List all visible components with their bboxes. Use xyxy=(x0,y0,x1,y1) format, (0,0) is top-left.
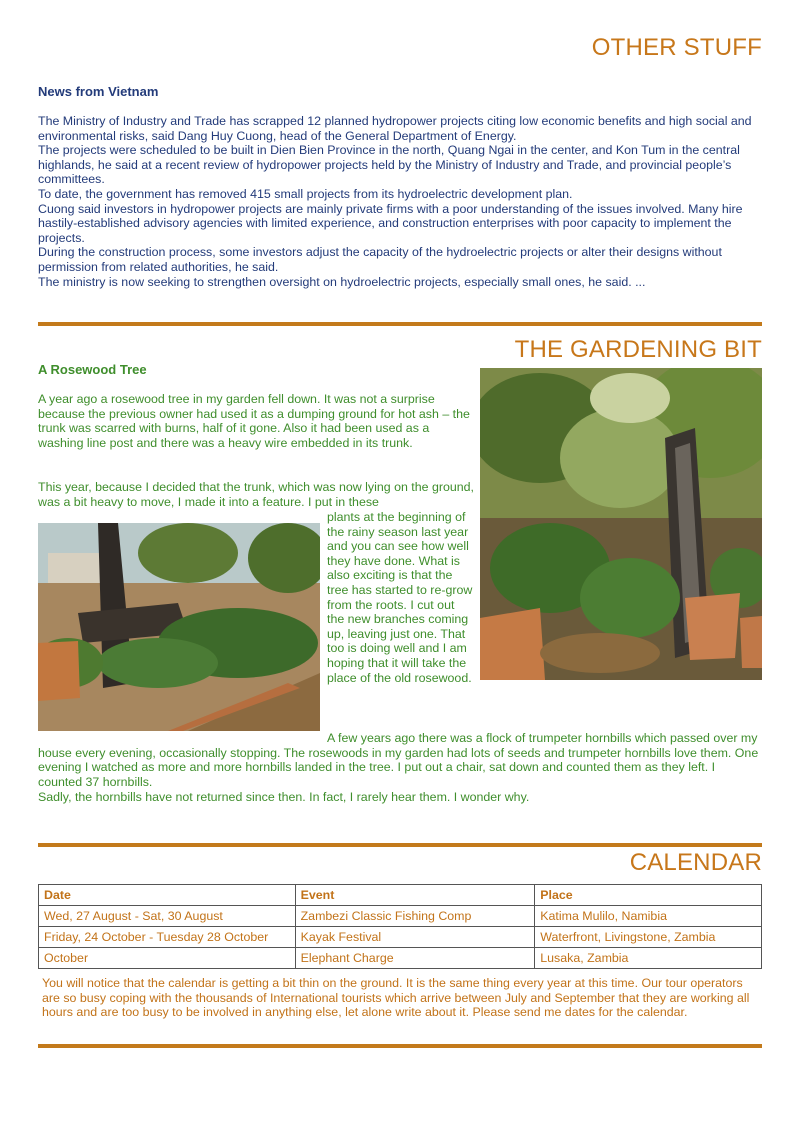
column-header-place: Place xyxy=(535,885,762,906)
event-name: Zambezi Classic Fishing Comp xyxy=(295,906,535,927)
news-body xyxy=(38,114,762,289)
calendar-table xyxy=(38,884,762,969)
section-divider xyxy=(38,843,762,847)
table-row xyxy=(39,927,762,948)
calendar-header-row xyxy=(39,885,762,906)
news-paragraph: During the construction process, some investors adjust the capacity of the hydroelectric projects or alter their designs without permission from related authorities, he said. xyxy=(38,245,722,274)
news-paragraph: The projects were scheduled to be built in Dien Bien Province in the north, Quang Ngai in the center, and Kon Tum in the central highlands, he said at a recent review of hydropower projects held by the Ministry of Industry and Trade, and provincial people’s committees. xyxy=(38,143,740,187)
table-row xyxy=(39,948,762,969)
gardening-paragraph: A year ago a rosewood tree in my garden fell down. It was not a surprise because the previous owner had used it as a dumping ground for hot ash – the trunk was scarred with burns, half of it gone. Also it had been used as a washing line post and there was a heavy wire embedded in its trunk. xyxy=(38,392,470,450)
gardening-heading: A Rosewood Tree xyxy=(38,362,147,377)
gardening-paragraph-wrap: plants at the beginning of the rainy season last year and you can see how well they have done. What is also exciting is that the tree has started to re-grow from the roots. I cut out the new branches coming up, leaving just one. That too is doing well and I am hoping that it will take the place of the old rosewood. xyxy=(327,510,473,685)
other-stuff-title: OTHER STUFF xyxy=(591,34,762,61)
event-place: Katima Mulilo, Namibia xyxy=(535,906,762,927)
news-paragraph: The ministry is now seeking to strengthen oversight on hydroelectric projects, especially small ones, he said. ... xyxy=(38,274,646,289)
column-header-date: Date xyxy=(39,885,296,906)
gardening-paragraph xyxy=(38,731,762,789)
fallen-trunk-photo xyxy=(38,523,320,731)
section-divider xyxy=(38,322,762,326)
rosewood-garden-photo xyxy=(480,368,762,680)
news-paragraph: Cuong said investors in hydropower projects are mainly private firms with a poor understanding of the issues involved. Many hire hastily-established advisory agencies with limited experience, and construction enterprises with poor capacity to implement the projects. xyxy=(38,201,743,245)
news-heading: News from Vietnam xyxy=(38,84,159,99)
news-paragraph: The Ministry of Industry and Trade has scrapped 12 planned hydropower projects citing low economic benefits and high social and environmental risks, said Dang Huy Cuong, head of the General Department of Energy. xyxy=(38,114,752,143)
event-place: Waterfront, Livingstone, Zambia xyxy=(535,927,762,948)
hornbills-paragraph: A few years ago there was a flock of trumpeter hornbills which passed over my house every evening, occasionally stopping. The rosewoods in my garden had lots of seeds and trumpeter hornbills love them. One evening I watched as more and more hornbills landed in the tree. I put out a chair, sat down and counted them as they left. I counted 37 hornbills. xyxy=(38,731,759,789)
event-place: Lusaka, Zambia xyxy=(535,948,762,969)
table-row xyxy=(39,906,762,927)
event-date: Wed, 27 August - Sat, 30 August xyxy=(39,906,296,927)
event-name: Kayak Festival xyxy=(295,927,535,948)
calendar-note: You will notice that the calendar is getting a bit thin on the ground. It is the same thing every year at this time. Our tour operators are so busy coping with the thousands of International tourists which arrive between July and September that they are working all hours and are too busy to be involved in anything else, let alone write about it. Please send me dates for the calendar. xyxy=(42,976,750,1020)
news-paragraph: To date, the government has removed 415 small projects from its hydroelectric development plan. xyxy=(38,186,573,201)
gardening-paragraph: Sadly, the hornbills have not returned since then. In fact, I rarely hear them. I wonder why. xyxy=(38,790,530,804)
column-header-event: Event xyxy=(295,885,535,906)
gardening-title: THE GARDENING BIT xyxy=(514,336,762,363)
event-date: October xyxy=(39,948,296,969)
calendar-title: CALENDAR xyxy=(629,849,762,876)
event-name: Elephant Charge xyxy=(295,948,535,969)
section-divider xyxy=(38,1044,762,1048)
gardening-paragraph: This year, because I decided that the trunk, which was now lying on the ground, was a bit heavy to move, I made it into a feature. I put in these xyxy=(38,480,474,509)
event-date: Friday, 24 October - Tuesday 28 October xyxy=(39,927,296,948)
